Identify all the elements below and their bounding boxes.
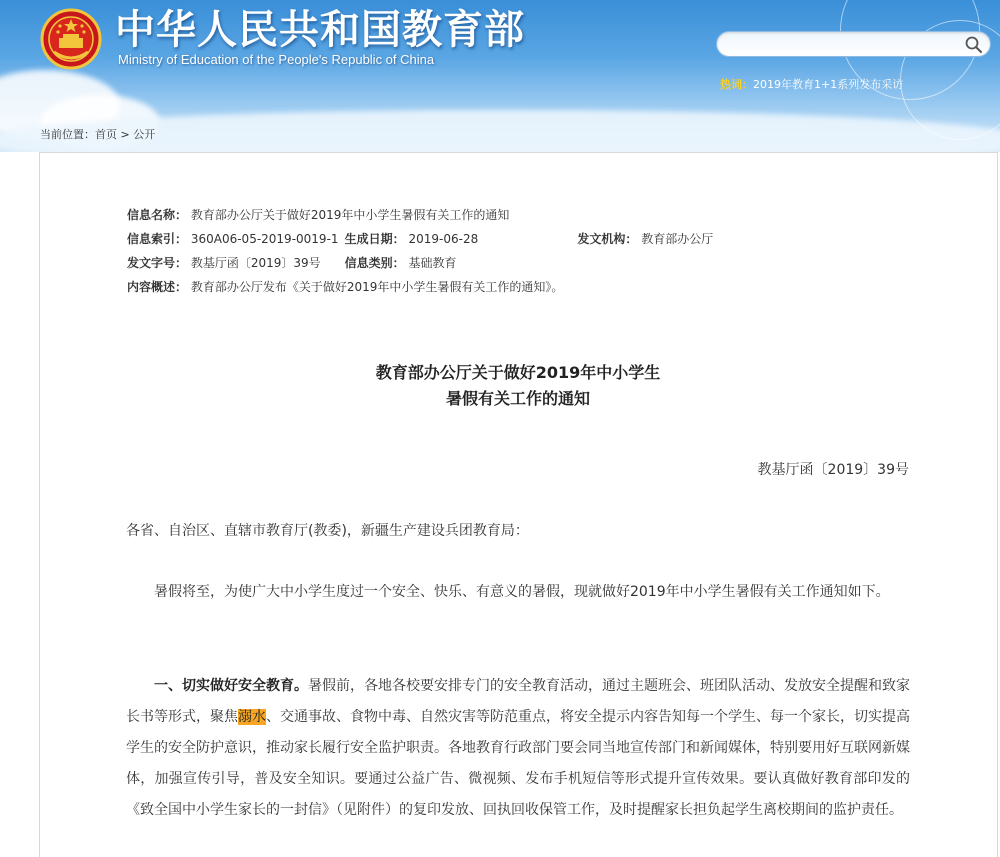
breadcrumb [40,126,155,142]
meta-name-label: 信息名称： [127,208,188,222]
meta-index-label: 信息索引： [127,232,188,246]
meta-name-value: 教育部办公厅关于做好2019年中小学生暑假有关工作的通知 [190,208,510,222]
search-highlight: 溺水 [238,709,266,725]
breadcrumb-home-link[interactable]: 首页 [95,128,117,141]
site-header [0,0,1000,152]
section1-heading: 一、切实做好安全教育。 [154,678,308,694]
breadcrumb-prefix: 当前位置： [40,128,95,141]
site-title[interactable]: 中华人民共和国教育部 [115,7,525,53]
hot-words-label: 热词： [720,78,753,91]
meta-index-value: 360A06-05-2019-0019-1 [190,232,339,246]
section1-text-part2: 、交通事故、食物中毒、自然灾害等防范重点，将安全提示内容告知每一个学生、每一个家长，切实提高学生的安全防护意识，推动家长履行安全监护职责。各地教育行政部门要会同当地宣传部门和新闻媒体，特别要用好互联网新媒体，加强宣传引导，普及安全知识。要通过公益广告、微视频、发布手机短信等形式提升宣传效果。要认真做好教育部印发的《致全国中小学生家长的一封信》（见附件）的复印发放、回执回收保管工作，及时提醒家长担负起学生离校期间的监护责任。 [126,709,910,818]
document-number: 教基厅函〔2019〕39号 [757,462,909,478]
document-title-line2: 暑假有关工作的通知 [445,389,590,408]
site-subtitle: Ministry of Education of the People's Republic of China [118,52,435,67]
intro-paragraph: 暑假将至，为使广大中小学生度过一个安全、快乐、有意义的暑假，现就做好2019年中小学生暑假有关工作通知如下。 [154,584,890,600]
meta-docno-label: 发文字号： [127,256,188,270]
meta-row-docno [127,251,713,275]
meta-row-name [127,203,713,227]
document-title [0,360,1000,412]
search-icon[interactable] [964,35,984,55]
meta-docno-value: 教基厅函〔2019〕39号 [190,256,321,270]
document-metadata [127,203,713,299]
meta-date-label: 生成日期： [344,232,405,246]
section1-text-part1: 暑假前，各地各校要安排专门的安全教育活动，通过主题班会、班团队活动、发放安全提醒和致家长书等形式，聚焦 [126,678,910,725]
breadcrumb-separator: > [117,128,134,141]
meta-date-value: 2019-06-28 [408,232,479,246]
breadcrumb-current[interactable]: 公开 [133,128,156,141]
section1-paragraph [126,671,910,826]
search-input[interactable] [729,35,959,53]
meta-row-index [127,227,713,251]
meta-category-value: 基础教育 [408,256,457,270]
document-title-line1: 教育部办公厅关于做好2019年中小学生 [375,363,661,382]
national-emblem-icon[interactable] [40,8,102,70]
meta-org-label: 发文机构： [577,232,638,246]
meta-summary-label: 内容概述： [127,280,188,294]
search-box [716,31,991,57]
hot-words [720,76,903,92]
hot-word-link[interactable]: 2019年教育1+1系列发布采访 [753,78,904,91]
meta-org-value: 教育部办公厅 [641,232,714,246]
meta-category-label: 信息类别： [344,256,405,270]
salutation: 各省、自治区、直辖市教育厅(教委)，新疆生产建设兵团教育局： [126,523,529,539]
meta-summary-value: 教育部办公厅发布《关于做好2019年中小学生暑假有关工作的通知》。 [190,280,564,294]
meta-row-summary [127,275,713,299]
